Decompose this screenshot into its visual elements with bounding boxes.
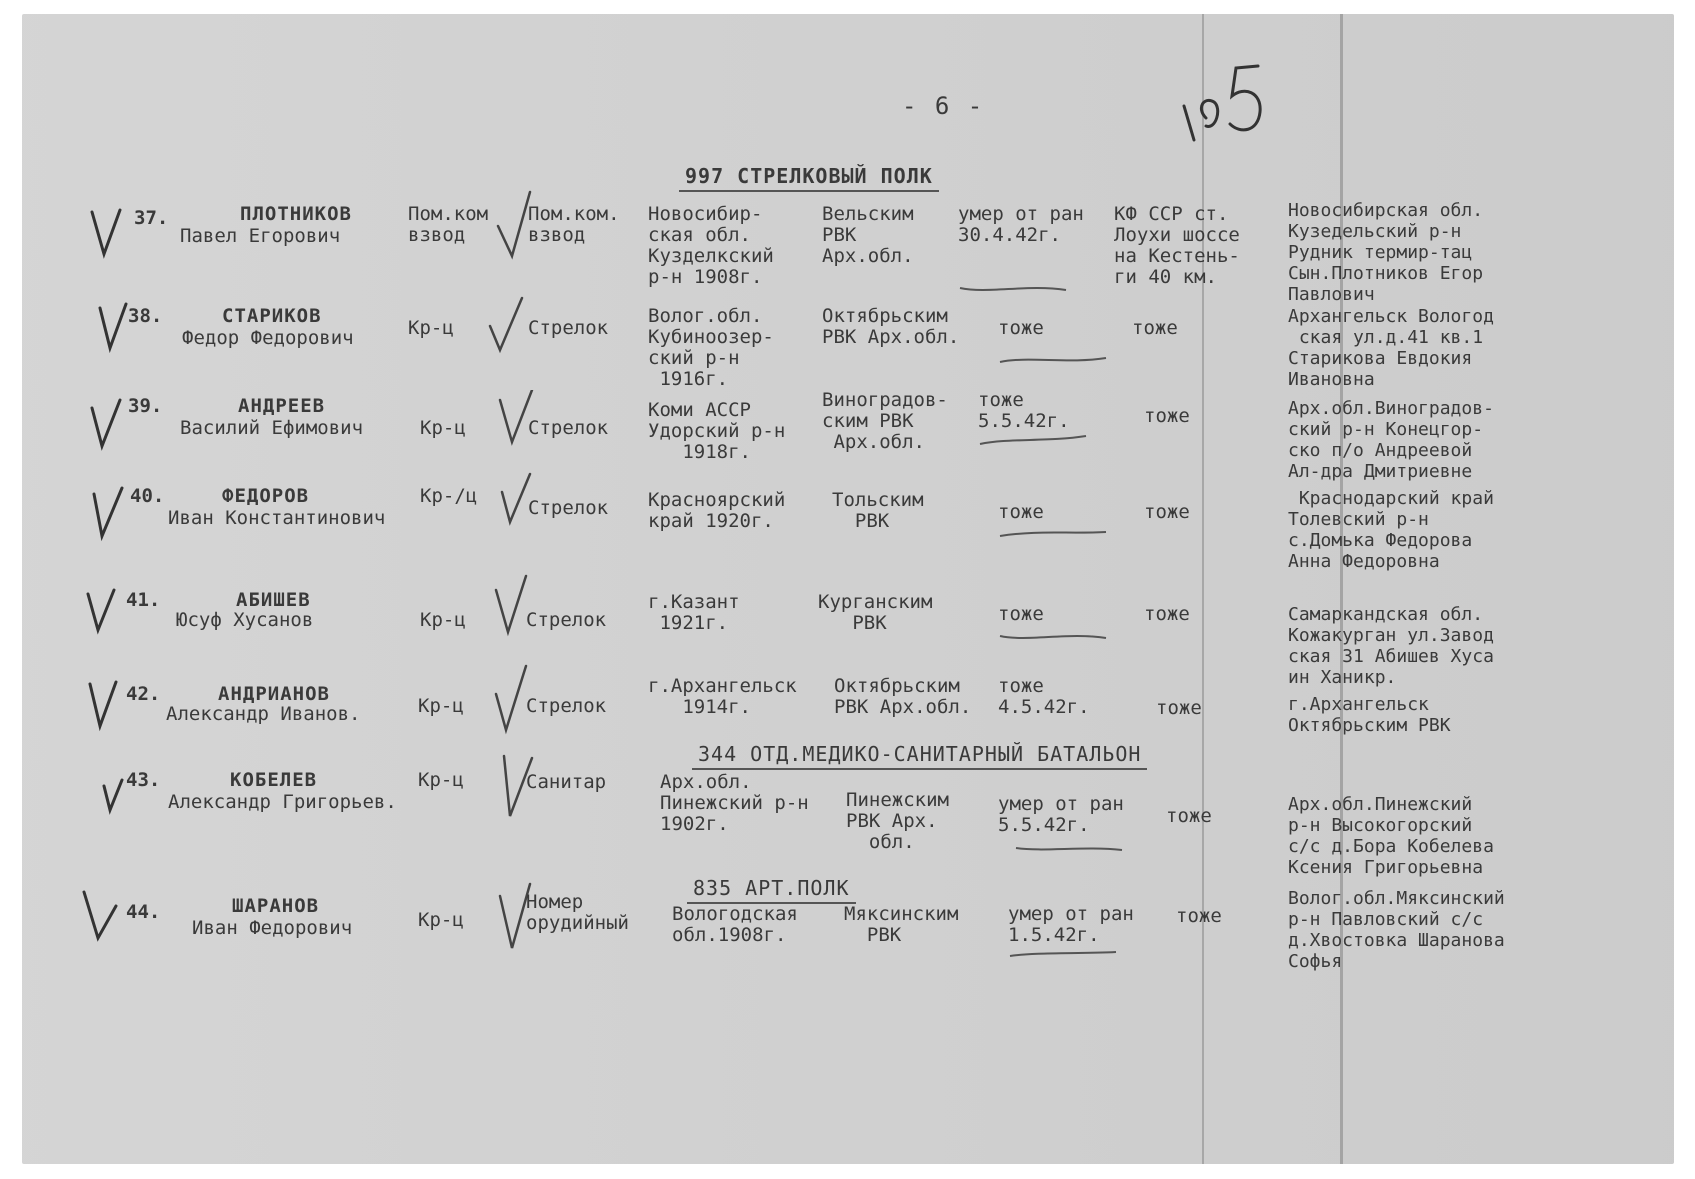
record-number: 43. [126, 769, 161, 791]
relatives-address: Самаркандская обл. Кожакурган ул.Завод ская 31 Абишев Хуса ин Ханикр. [1288, 604, 1494, 688]
burial-place: КФ ССР ст. Лоухи шоссе на Кестень- ги 40 км. [1114, 203, 1240, 288]
birthplace-year: г.Архангельск 1914г. [648, 675, 797, 718]
burial-place: тоже [1156, 697, 1202, 719]
drafted-by: Пинежским РВК Арх. обл. [846, 789, 949, 853]
birthplace-year: Арх.обл. Пинежский р-н 1902г. [660, 771, 809, 835]
tick-mark-icon [494, 664, 530, 736]
section-heading: 344 ОТД.МЕДИКО-САНИТАРНЫЙ БАТАЛЬОН [692, 742, 1147, 770]
position: Стрелок [528, 417, 609, 439]
underline-mark [958, 282, 1068, 296]
burial-place: тоже [1144, 501, 1190, 523]
document-sheet [22, 14, 1674, 1164]
fate-date: тоже 5.5.42г. [978, 389, 1070, 432]
given-name: Иван Константинович [168, 507, 386, 529]
given-name: Юсуф Хусанов [176, 609, 314, 631]
rank: Кр-ц [418, 695, 464, 717]
relatives-address: Волог.обл.Мяксинский р-н Павловский с/с д.Хвостовка Шаранова Софья [1288, 888, 1505, 972]
birthplace-year: Коми АССР Удорский р-н 1918г. [648, 399, 786, 463]
relatives-address: Арх.обл.Пинежский р-н Высокогорский с/с д.Бора Кобелева Ксения Григорьевна [1288, 794, 1494, 878]
surname: ФЕДОРОВ [222, 485, 310, 507]
relatives-address: Арх.обл.Виноградов- ский р-н Конецгор- ско п/о Андреевой Ал-дра Дмитриевне [1288, 398, 1494, 482]
relatives-address: Архангельск Вологод ская ул.д.41 кв.1 Старикова Евдокия Ивановна [1288, 306, 1494, 390]
rank: Кр-ц [420, 609, 466, 631]
birthplace-year: г.Казант 1921г. [648, 591, 740, 634]
given-name: Павел Егорович [180, 225, 341, 247]
archive-number-handwritten [1170, 36, 1280, 146]
fate-date: умер от ран 30.4.42г. [958, 203, 1084, 246]
surname: ПЛОТНИКОВ [240, 203, 352, 225]
position: Стрелок [526, 695, 607, 717]
surname: АНДРИАНОВ [218, 683, 330, 705]
position: Номер орудийный [526, 891, 629, 934]
position: Пом.ком. взвод [528, 203, 620, 246]
section-heading: 835 АРТ.ПОЛК [687, 876, 856, 904]
fate-date: умер от ран 1.5.42г. [1008, 903, 1134, 946]
relatives-address: Краснодарский край Толевский р-н с.Домька Федорова Анна Федоровна [1288, 488, 1494, 572]
tick-mark-icon [496, 190, 532, 262]
birthplace-year: Новосибир- ская обл. Кузделкский р-н 1908г. [648, 203, 774, 288]
given-name: Александр Иванов. [166, 703, 361, 725]
underline-mark [998, 630, 1108, 644]
record-number: 40. [130, 485, 165, 507]
rank: Кр-ц [420, 417, 466, 439]
drafted-by: Тольским РВК [832, 489, 924, 532]
fold-line [1340, 14, 1343, 1164]
rank: Кр-/ц [420, 485, 478, 507]
drafted-by: Виноградов- ским РВК Арх.обл. [822, 389, 948, 453]
underline-mark [1014, 842, 1124, 856]
surname: ШАРАНОВ [232, 895, 320, 917]
drafted-by: Октябрьским РВК Арх.обл. [834, 675, 972, 718]
position: Стрелок [526, 609, 607, 631]
surname: КОБЕЛЕВ [230, 769, 318, 791]
drafted-by: Курганским РВК [818, 591, 933, 634]
fate-date: тоже 4.5.42г. [998, 675, 1090, 718]
fate-date: умер от ран 5.5.42г. [998, 793, 1124, 836]
fold-line [1202, 14, 1204, 1164]
relatives-address: г.Архангельск Октябрьским РВК [1288, 694, 1451, 736]
burial-place: тоже [1166, 805, 1212, 827]
surname: СТАРИКОВ [222, 305, 322, 327]
record-number: 42. [126, 683, 161, 705]
burial-place: тоже [1144, 603, 1190, 625]
fate-date: тоже [998, 317, 1044, 339]
checkmark-icon [88, 204, 134, 262]
given-name: Иван Федорович [192, 917, 353, 939]
rank: Кр-ц [418, 909, 464, 931]
burial-place: тоже [1144, 405, 1190, 427]
burial-place: тоже [1176, 905, 1222, 927]
surname: АНДРЕЕВ [238, 395, 326, 417]
underline-mark [978, 434, 1088, 448]
page-number: - 6 - [902, 92, 985, 120]
record-number: 44. [126, 901, 161, 923]
burial-place: тоже [1132, 317, 1178, 339]
given-name: Василий Ефимович [180, 417, 364, 439]
given-name: Федор Федорович [182, 327, 354, 349]
checkmark-icon [80, 888, 126, 946]
fate-date: тоже [998, 603, 1044, 625]
record-number: 38. [128, 305, 163, 327]
drafted-by: Мяксинским РВК [844, 903, 959, 946]
drafted-by: Вельским РВК Арх.обл. [822, 203, 914, 267]
underline-mark [998, 528, 1108, 542]
record-number: 41. [126, 589, 161, 611]
section-heading: 997 СТРЕЛКОВЫЙ ПОЛК [679, 164, 939, 192]
position: Санитар [526, 771, 607, 793]
underline-mark [998, 354, 1108, 368]
tick-mark-icon [488, 296, 524, 368]
tick-mark-icon [494, 572, 530, 644]
position: Стрелок [528, 317, 609, 339]
fate-date: тоже [998, 501, 1044, 523]
birthplace-year: Волог.обл. Кубиноозер- ский р-н 1916г. [648, 305, 774, 390]
birthplace-year: Красноярский край 1920г. [648, 489, 786, 532]
surname: АБИШЕВ [236, 589, 311, 611]
rank: Кр-ц [408, 317, 454, 339]
checkmark-icon [84, 584, 130, 642]
checkmark-icon [88, 484, 134, 542]
birthplace-year: Вологодская обл.1908г. [672, 903, 798, 946]
rank: Кр-ц [418, 769, 464, 791]
record-number: 37. [134, 207, 169, 229]
drafted-by: Октябрьским РВК Арх.обл. [822, 305, 960, 348]
underline-mark [1008, 948, 1118, 962]
relatives-address: Новосибирская обл. Кузедельский р-н Рудник термир-тац Сын.Плотников Егор Павлович [1288, 200, 1484, 305]
rank: Пом.ком взвод [408, 203, 489, 246]
given-name: Александр Григорьев. [168, 791, 397, 813]
position: Стрелок [528, 497, 609, 519]
record-number: 39. [128, 395, 163, 417]
